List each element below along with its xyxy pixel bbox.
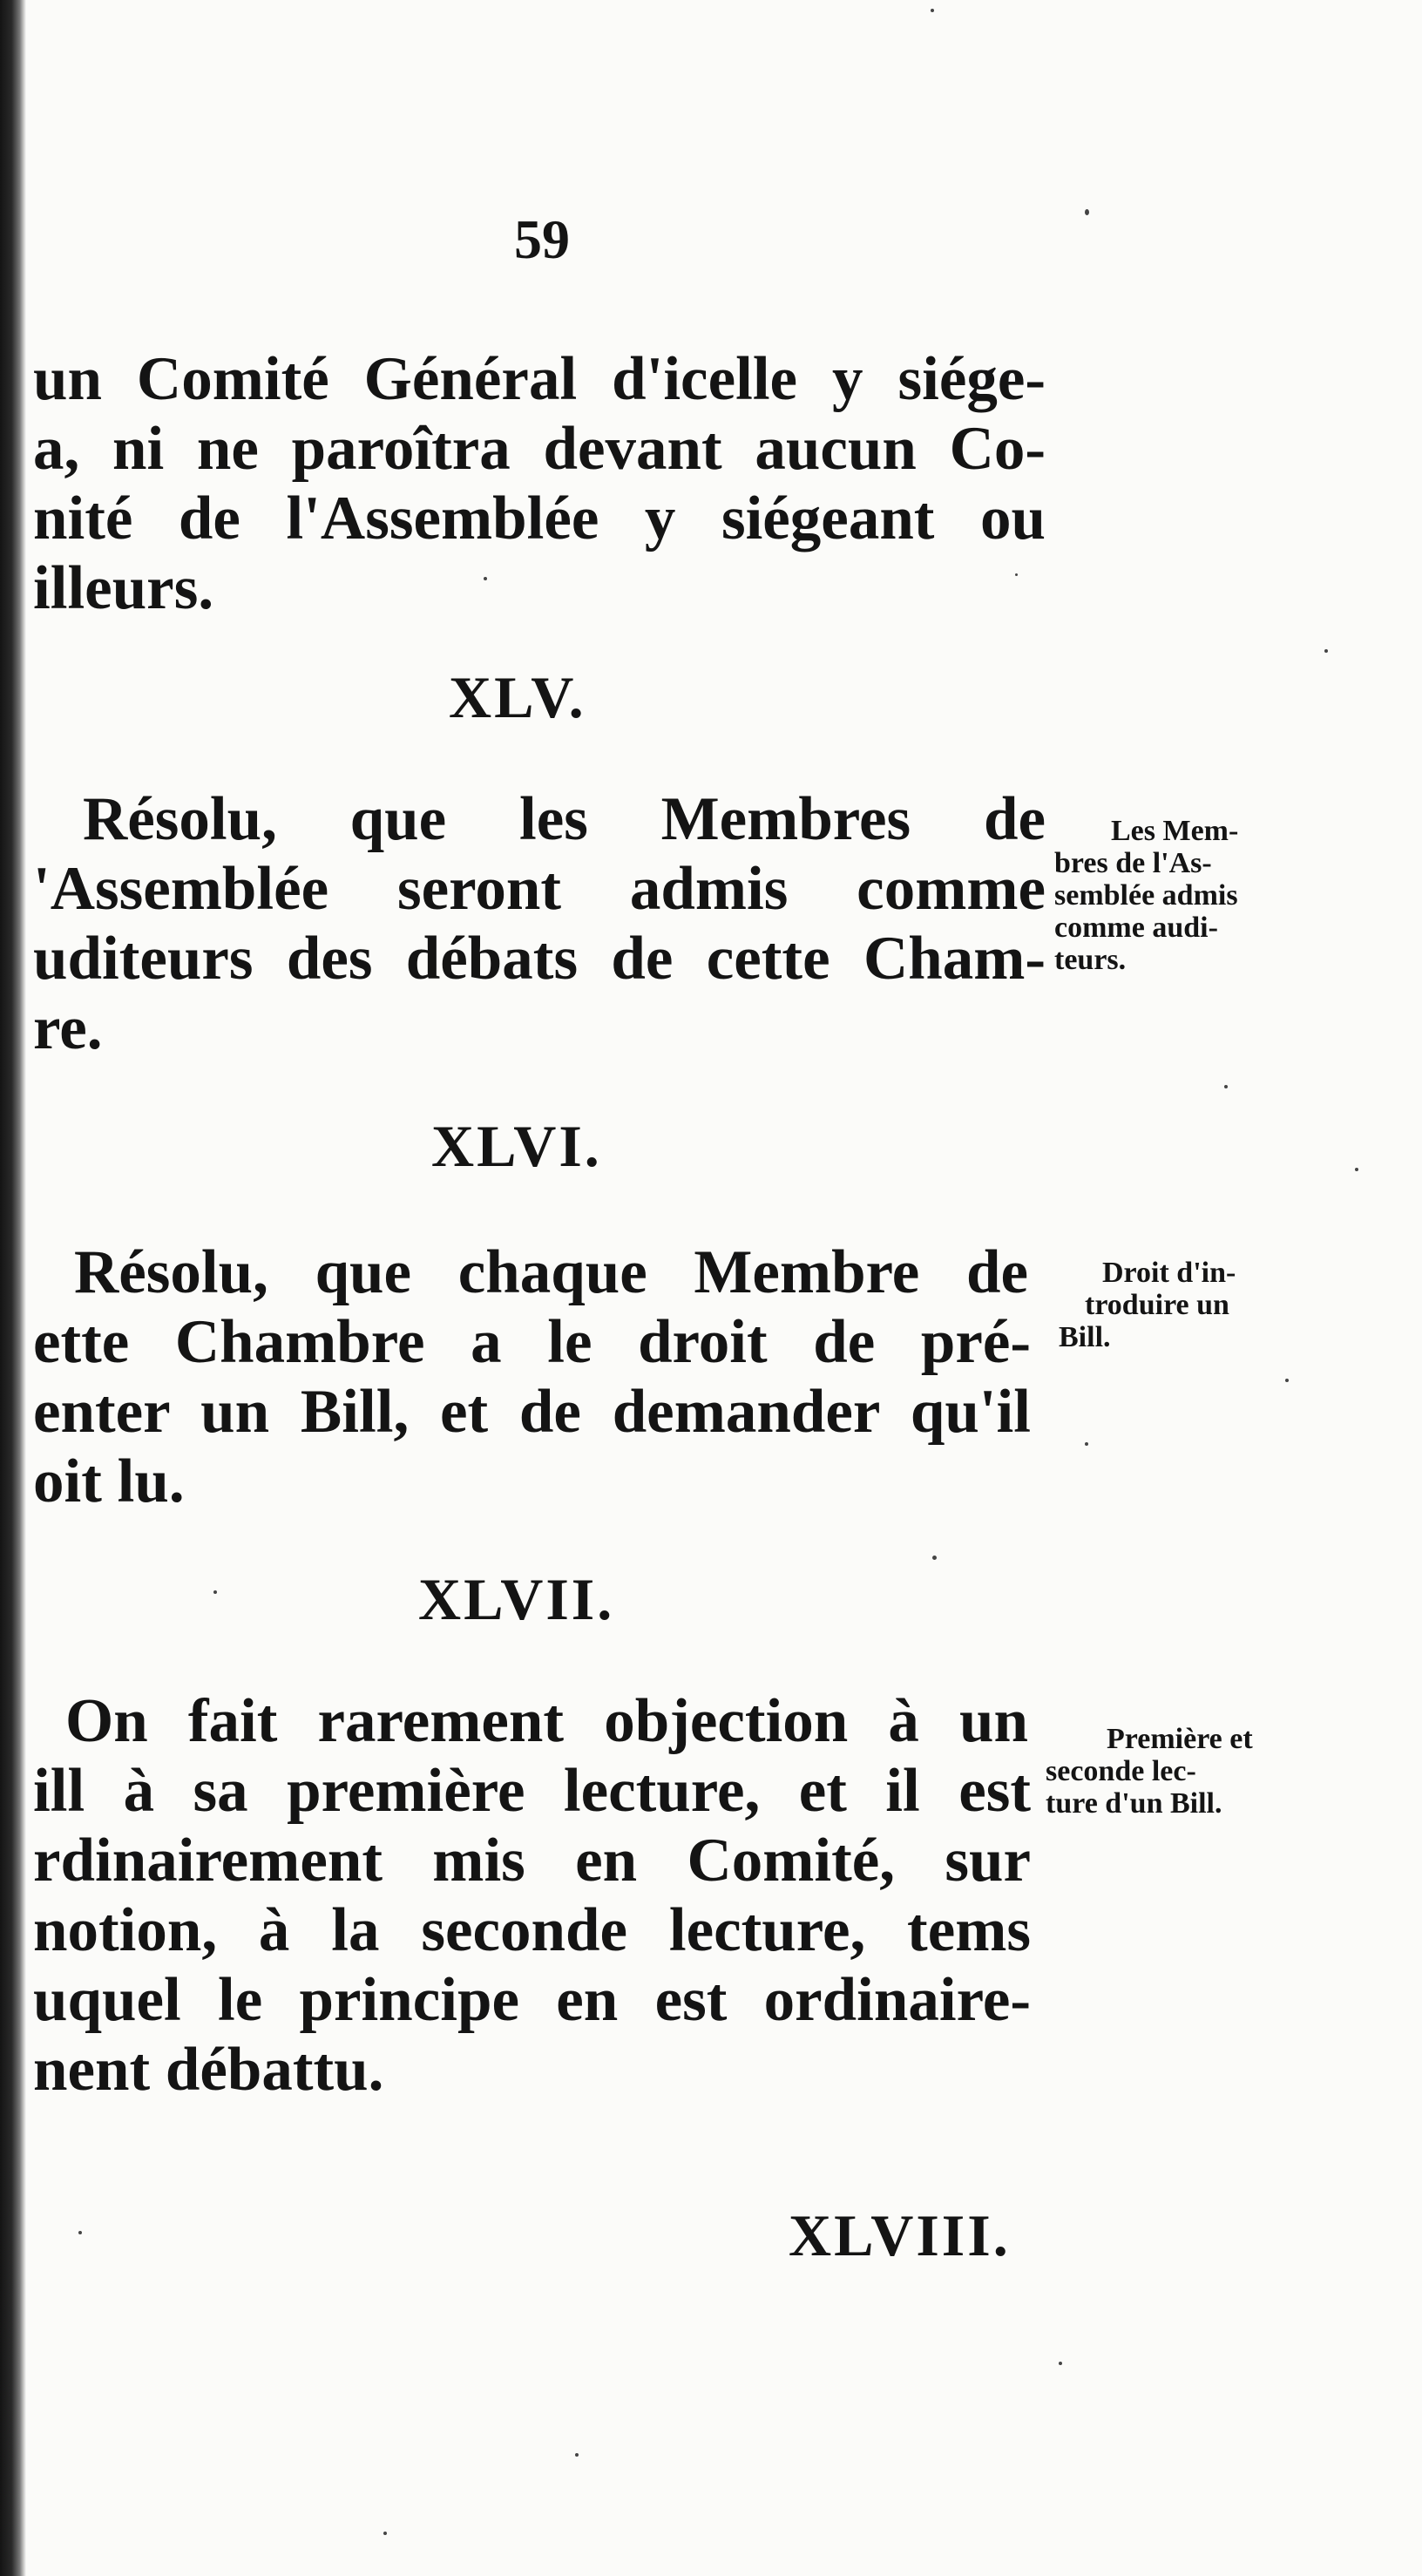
page-number: 59 (514, 208, 570, 270)
text-line: illeurs. (33, 554, 214, 622)
scan-speck (1224, 1085, 1228, 1088)
section-heading: XLV. (449, 664, 586, 730)
text-line: enter un Bill, et de demander qu'il (33, 1378, 1031, 1446)
scan-speck (484, 577, 487, 580)
section-heading: XLVIII. (789, 2202, 1011, 2268)
margin-note-line: Première et (1107, 1723, 1253, 1755)
text-line: uditeurs des débats de cette Cham- (33, 925, 1046, 993)
scan-speck (1285, 1379, 1289, 1382)
margin-note-line: seconde lec- (1046, 1755, 1196, 1787)
margin-note-line: Bill. (1059, 1321, 1111, 1353)
text-line: nent débattu. (33, 2036, 384, 2104)
section-heading: XLVI. (431, 1113, 602, 1179)
book-spine-edge (0, 0, 26, 2576)
text-line: re. (33, 994, 103, 1062)
scan-speck (931, 9, 934, 12)
text-line: On fait rarement objection à un (65, 1687, 1028, 1755)
text-line: ette Chambre a le droit de pré- (33, 1308, 1031, 1376)
margin-note-line: teurs. (1054, 944, 1127, 976)
scan-speck (1059, 2362, 1062, 2365)
margin-note-line: troduire un (1085, 1289, 1229, 1321)
margin-note (1054, 815, 1342, 976)
scan-speck (1015, 573, 1018, 576)
text-line: 'Assemblée seront admis comme (33, 855, 1046, 923)
scan-speck (575, 2453, 579, 2457)
text-line: nité de l'Assemblée y siégeant ou (33, 485, 1046, 552)
text-line: uquel le principe en est ordinaire- (33, 1966, 1031, 2034)
text-line: a, ni ne paroîtra devant aucun Co- (33, 415, 1046, 483)
text-line: un Comité Général d'icelle y siége- (33, 345, 1046, 413)
scan-speck (78, 2231, 82, 2234)
margin-note-line: Les Mem- (1111, 815, 1239, 847)
margin-note-line: bres de l'As- (1054, 847, 1212, 879)
scan-speck (1355, 1168, 1358, 1171)
text-line: ill à sa première lecture, et il est (33, 1757, 1031, 1825)
scan-speck (932, 1556, 937, 1560)
margin-note (1046, 1723, 1333, 1820)
scan-speck (1324, 649, 1328, 653)
text-line: notion, à la seconde lecture, tems (33, 1896, 1031, 1964)
scan-speck (213, 1590, 217, 1594)
margin-note (1059, 1257, 1346, 1353)
text-line: Résolu, que les Membres de (83, 785, 1046, 853)
text-line: rdinairement mis en Comité, sur (33, 1827, 1031, 1895)
margin-note-line: semblée admis (1054, 879, 1238, 912)
text-line: Résolu, que chaque Membre de (74, 1238, 1028, 1306)
margin-note-line: ture d'un Bill. (1046, 1787, 1222, 1820)
text-line: oit lu. (33, 1447, 185, 1515)
scan-speck (1085, 1442, 1088, 1446)
scan-speck (1085, 209, 1089, 215)
margin-note-line: Droit d'in- (1102, 1257, 1236, 1289)
section-heading: XLVII. (418, 1566, 615, 1632)
margin-note-line: comme audi- (1054, 912, 1218, 944)
scan-speck (383, 2532, 387, 2535)
